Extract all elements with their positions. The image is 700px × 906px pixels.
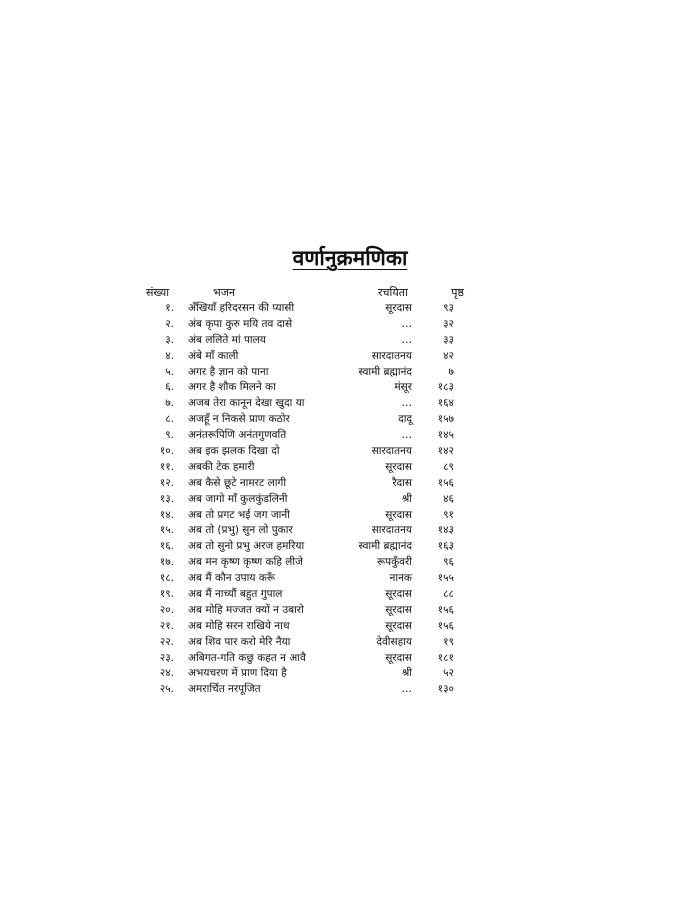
- row-page: १५७: [437, 413, 454, 426]
- row-author: …: [401, 333, 412, 346]
- row-number: २२.: [159, 635, 174, 648]
- row-bhajan: अभयचरण में प्राण दिया है: [188, 667, 287, 680]
- table-header: [0, 285, 700, 301]
- row-author: रैदास: [392, 476, 412, 489]
- row-page: ८८: [443, 588, 454, 601]
- row-page: ४२: [443, 349, 454, 362]
- row-page: १४५: [437, 429, 454, 442]
- row-author: नानक: [389, 572, 412, 585]
- row-author: स्वामी ब्रह्मानंद: [358, 540, 412, 553]
- row-page: ८९: [443, 460, 454, 473]
- row-page: ५२: [443, 667, 454, 680]
- row-bhajan: अगर है ज्ञान को पाना: [188, 365, 269, 378]
- row-author: दादू: [398, 413, 412, 426]
- row-author: …: [401, 683, 412, 696]
- header-number: संख्या: [146, 286, 170, 299]
- row-bhajan: अजब तेरा कानून देखा खुदा या: [188, 397, 305, 410]
- row-number: १२.: [159, 476, 174, 489]
- table-row: [0, 650, 700, 666]
- row-page: ३२: [443, 317, 454, 330]
- row-bhajan: अब इक झलक दिखा दो: [188, 445, 280, 458]
- table-row: [0, 491, 700, 507]
- table-row: [0, 570, 700, 586]
- row-bhajan: अबिगत-गति कछु कहत न आवै: [188, 651, 306, 664]
- row-number: २३.: [159, 651, 174, 664]
- row-author: रूपकुँवरी: [376, 556, 412, 569]
- row-author: सारदातनय: [371, 524, 412, 537]
- row-number: २१.: [159, 619, 174, 632]
- row-bhajan: अब मन कृष्ण कृष्ण कहि लीजे: [188, 556, 303, 569]
- row-author: सूरदास: [385, 588, 412, 601]
- row-page: १४२: [437, 445, 454, 458]
- row-number: २५.: [159, 683, 174, 696]
- row-author: मंसूर: [394, 381, 412, 394]
- row-number: १५.: [159, 524, 174, 537]
- row-bhajan: अब मोहि मज्जत क्यों न उबारो: [188, 603, 304, 616]
- row-bhajan: अब कैसे छूटे नामरट लागी: [188, 476, 287, 489]
- table-row: [0, 316, 700, 332]
- table-row: [0, 411, 700, 427]
- row-author: सूरदास: [385, 619, 412, 632]
- row-page: ९३: [443, 302, 454, 314]
- row-author: सूरदास: [385, 651, 412, 664]
- row-page: १४३: [437, 524, 454, 537]
- row-page: ७: [448, 365, 454, 378]
- table-row: [0, 554, 700, 570]
- row-bhajan: अगर है शौक मिलने का: [188, 381, 276, 394]
- row-author: …: [401, 397, 412, 410]
- table-row: [0, 602, 700, 618]
- row-bhajan: अबकी टेक हमारी: [188, 460, 255, 473]
- row-number: ५.: [165, 365, 174, 378]
- row-bhajan: अब तो प्रगट भई जग जानी: [188, 508, 290, 521]
- row-author: सारदातनय: [371, 349, 412, 362]
- row-bhajan: अंब कृपा कुरु मयि तव दासे: [188, 317, 293, 330]
- row-number: २४.: [159, 667, 174, 680]
- row-page: १५६: [437, 476, 454, 489]
- row-author: सूरदास: [385, 302, 412, 314]
- row-bhajan: अब मोहि सरन राखिये नाथ: [188, 619, 290, 632]
- table-row: [0, 507, 700, 523]
- row-page: १५६: [437, 603, 454, 616]
- table-row: [0, 475, 700, 491]
- row-number: १८.: [159, 572, 174, 585]
- table-row: [0, 332, 700, 348]
- row-number: १७.: [159, 556, 174, 569]
- row-number: ६.: [165, 381, 174, 394]
- row-author: सूरदास: [385, 460, 412, 473]
- row-bhajan: अब मैं कौन उपाय करूँ: [188, 572, 276, 585]
- table-row: [0, 379, 700, 395]
- header-page: पृष्ठ: [451, 286, 464, 299]
- table-row: [0, 348, 700, 364]
- row-author: …: [401, 429, 412, 442]
- table-row: [0, 443, 700, 459]
- page-title: वर्णानुक्रमणिका: [292, 246, 408, 270]
- row-author: …: [401, 317, 412, 330]
- row-bhajan: अंब ललिते मां पालय: [188, 333, 266, 346]
- row-number: १६.: [159, 540, 174, 553]
- table-row: [0, 538, 700, 554]
- table-row: [0, 364, 700, 380]
- row-number: ७.: [165, 397, 174, 410]
- row-number: २०.: [159, 603, 174, 616]
- row-page: ३३: [443, 333, 454, 346]
- row-page: १६४: [437, 397, 454, 410]
- row-number: ११.: [159, 460, 174, 473]
- row-author: सूरदास: [385, 508, 412, 521]
- table-row: [0, 300, 700, 316]
- row-page: १८३: [437, 381, 454, 394]
- table-row: [0, 522, 700, 538]
- row-number: १०.: [159, 445, 174, 458]
- row-author: स्वामी ब्रह्मानंद: [358, 365, 412, 378]
- row-number: ४.: [165, 349, 174, 362]
- table-row: [0, 634, 700, 650]
- row-page: १३०: [437, 683, 454, 696]
- row-number: १३.: [159, 492, 174, 505]
- row-page: १५५: [437, 572, 454, 585]
- row-author: श्री: [401, 667, 412, 680]
- table-row: [0, 586, 700, 602]
- row-number: १.: [165, 302, 174, 314]
- header-author: रचयिता: [378, 286, 408, 299]
- index-table: [0, 300, 700, 697]
- row-author: श्री: [401, 492, 412, 505]
- row-number: ९.: [165, 429, 174, 442]
- table-row: [0, 665, 700, 681]
- row-number: १९.: [159, 588, 174, 601]
- row-author: सारदातनय: [371, 445, 412, 458]
- row-bhajan: अब तो सुनो प्रभु अरज हमरिया: [188, 540, 305, 553]
- row-page: ९१: [443, 508, 454, 521]
- row-bhajan: अनंतरूपिणि अनंतगुणवति: [188, 429, 287, 442]
- row-number: ८.: [165, 413, 174, 426]
- header-bhajan: भजन: [213, 286, 235, 299]
- table-row: [0, 395, 700, 411]
- row-page: १६३: [437, 540, 454, 553]
- row-page: १९: [443, 635, 454, 648]
- row-bhajan: अब जागो माँ कुलकुंडलिनी: [188, 492, 288, 505]
- row-page: ४६: [443, 492, 454, 505]
- row-bhajan: अब शिव पार करो मेरि नैया: [188, 635, 291, 648]
- table-row: [0, 681, 700, 697]
- row-bhajan: अमरार्चित नरपूजित: [188, 683, 261, 696]
- row-number: १४.: [159, 508, 174, 521]
- row-bhajan: अंबे माँ काली: [188, 349, 239, 362]
- table-row: [0, 427, 700, 443]
- row-author: देवीसहाय: [376, 635, 412, 648]
- row-bhajan: अब मैं नाच्यौं बहुत गुपाल: [188, 588, 283, 601]
- row-page: १५६: [437, 619, 454, 632]
- row-number: २.: [165, 317, 174, 330]
- row-bhajan: अजहूँ न निकसे प्राण कठोर: [188, 413, 290, 426]
- row-bhajan: अँखियाँ हरिदरसन की प्यासी: [188, 302, 295, 314]
- row-author: सूरदास: [385, 603, 412, 616]
- row-page: ९६: [443, 556, 454, 569]
- row-page: १८१: [437, 651, 454, 664]
- row-bhajan: अब तो (प्रभु) सुन लो पुकार: [188, 524, 293, 537]
- table-row: [0, 459, 700, 475]
- table-row: [0, 618, 700, 634]
- row-number: ३.: [165, 333, 174, 346]
